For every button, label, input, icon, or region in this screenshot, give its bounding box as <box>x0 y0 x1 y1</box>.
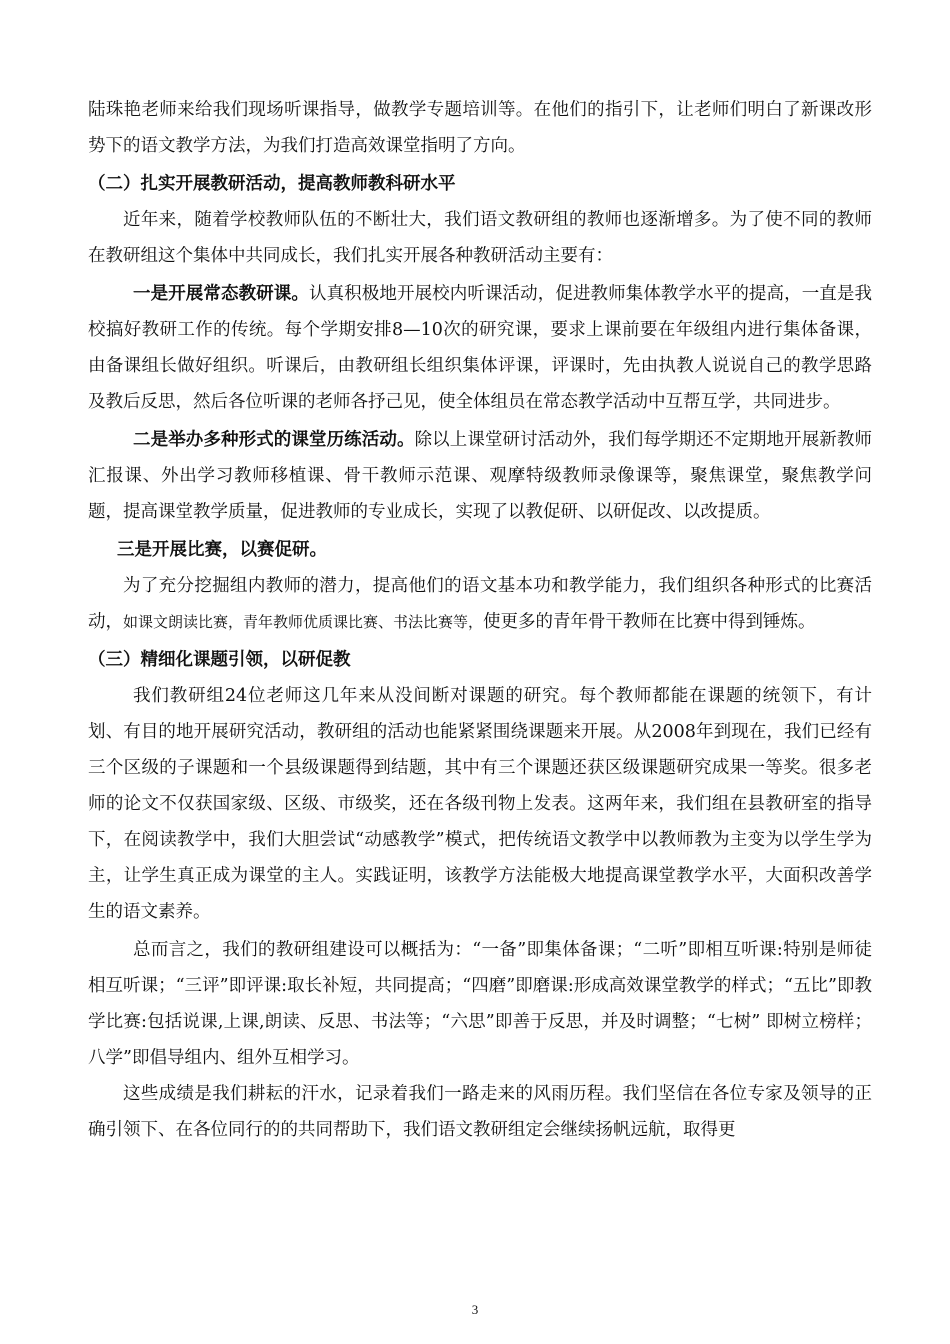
document-body <box>88 92 872 1148</box>
paragraph-intro: 近年来，随着学校教师队伍的不断壮大，我们语文教研组的教师也逐渐增多。为了使不同的教师在教研组这个集体中共同成长，我们扎实开展各种教研活动主要有： <box>88 210 872 266</box>
page-number: 3 <box>471 1302 479 1317</box>
paragraph-routine-lessons <box>88 276 872 420</box>
competitions-text-a: 为了充分挖掘组内教师的潜力，提高他们的语文基本功和教学能力，我们组织各种形式的比赛活动， <box>88 576 872 632</box>
paragraph-competitions-lead: 三是开展比赛，以赛促研。 <box>117 540 327 560</box>
lead-classroom-activities: 二是举办多种形式的课堂历练活动。 <box>133 430 415 450</box>
body-classroom-activities: 除以上课堂研讨活动外，我们每学期还不定期地开展新教师汇报课、外出学习教师移植课、骨干教师示范课、观摩特级教师录像课等，聚焦课堂，聚焦教学问题，提高课堂教学质量，促进教师的专业成长，实现了以教促研、以研促改、以改提质。 <box>88 430 872 522</box>
paragraph-competitions <box>88 568 872 640</box>
paragraph-summary: 总而言之，我们的教研组建设可以概括为：“一备”即集体备课；“二听”即相互听课:特别是师徒相互听课；“三评”即评课:取长补短，共同提高；“四磨”即磨课:形成高效课堂教学的样式；“五比”即教学比赛:包括说课,上课,朗读、反思、书法等；“六思”即善于反思，并及时调整；“七树” 即树立榜样；八学”即倡导组内、组外互相学习。 <box>88 940 872 1068</box>
lead-routine-lessons: 一是开展常态教研课。 <box>133 284 309 304</box>
paragraph-research-topics: 我们教研组24位老师这几年来从没间断对课题的研究。每个教师都能在课题的统领下，有计划、有目的地开展研究活动，教研组的活动也能紧紧围绕课题来开展。从2008年到现在，我们已经有三个区级的子课题和一个县级课题得到结题，其中有三个课题还获区级课题研究成果一等奖。很多老师的论文不仅获国家级、区级、市级奖，还在各级刊物上发表。这两年来，我们组在县教研室的指导下，在阅读教学中，我们大胆尝试“动感教学”模式，把传统语文教学中以教师教为主变为以学生学为主，让学生真正成为课堂的主人。实践证明，该教学方法能极大地提高课堂教学水平，大面积改善学生的语文素养。 <box>88 686 872 922</box>
paragraph-classroom-activities <box>88 422 872 530</box>
paragraph-continuation: 陆珠艳老师来给我们现场听课指导，做教学专题培训等。在他们的指引下，让老师们明白了新课改形势下的语文教学方法，为我们打造高效课堂指明了方向。 <box>88 100 872 156</box>
competitions-text-small: 如课文朗读比赛，青年教师优质课比赛、书法比赛等， <box>123 613 484 631</box>
competitions-text-b: 使更多的青年骨干教师在比赛中得到锤炼。 <box>483 612 816 632</box>
paragraph-conclusion: 这些成绩是我们耕耘的汗水，记录着我们一路走来的风雨历程。我们坚信在各位专家及领导的正确引领下、在各位同行的的共同帮助下，我们语文教研组定会继续扬帆远航，取得更 <box>88 1084 872 1140</box>
section-heading-2: （二）扎实开展教研活动，提高教师教科研水平 <box>88 174 456 194</box>
section-heading-3: （三）精细化课题引领，以研促教 <box>88 650 351 670</box>
body-routine-lessons: 认真积极地开展校内听课活动，促进教师集体教学水平的提高，一直是我校搞好教研工作的传统。每个学期安排8—10次的研究课，要求上课前要在年级组内进行集体备课，由备课组长做好组织。听课后，由教研组长组织集体评课，评课时，先由执教人说说自己的教学思路及教后反思，然后各位听课的老师各抒己见，使全体组员在常态教学活动中互帮互学，共同进步。 <box>88 284 873 412</box>
